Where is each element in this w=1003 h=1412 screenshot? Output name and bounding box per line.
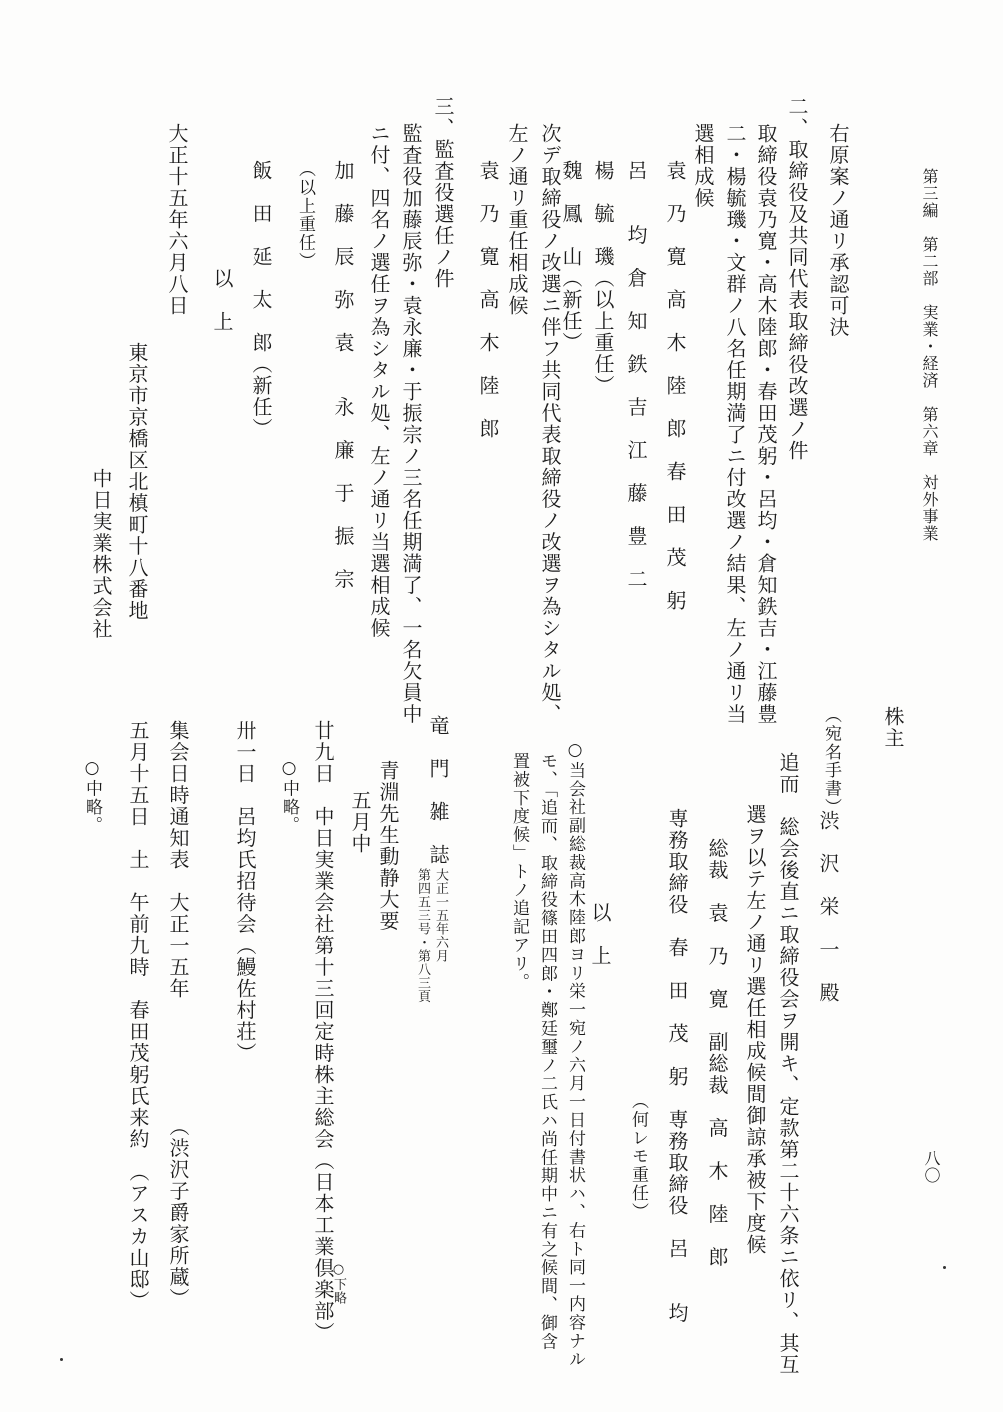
date-line: 大正十五年六月八日 — [165, 123, 189, 317]
text-line: 二・楊毓璣・文群ノ八名任期満了ニ付改選ノ結果、左ノ通リ当 — [723, 123, 747, 725]
page-number: 八〇 — [922, 1150, 941, 1184]
name-line: 総裁 袁 乃 寛 副総裁 高 木 陸 郎 — [705, 838, 729, 1268]
text-line: 監査役加藤辰弥・袁永廉・于振宗ノ三名任期満了、一名欠員中 — [399, 123, 423, 725]
editor-note: 置被下度候」トノ追記アリ。 — [509, 752, 529, 992]
name-line: 楊 毓 璣（以上重任） — [591, 160, 615, 397]
note-line: （何レモ重任） — [628, 1092, 648, 1221]
name-line: 呂 均 倉 知 鉄 吉 江 藤 豊 二 — [624, 160, 648, 590]
text-line: 取締役袁乃寛・高木陸郎・春田茂躬・呂均・倉知鉄吉・江藤豊 — [754, 123, 778, 725]
address-line: 東京市京橋区北槙町十八番地 — [125, 342, 149, 622]
source-citation: 第四五三号・第八三頁 — [415, 868, 430, 1003]
annotation: （宛名手書） — [821, 706, 841, 817]
note-line: （以上重任） — [295, 160, 315, 271]
name-line: 袁 乃 寛 高 木 陸 郎 — [476, 160, 500, 440]
omission-note: ○中略。 — [82, 758, 102, 835]
month-heading: 五月中 — [348, 790, 372, 855]
name-line: 加 藤 辰 弥 袁 永 廉 于 振 宗 — [331, 160, 355, 590]
text-line: 選ヲ以テ左ノ通リ選任相成候間御諒承被下度候 — [743, 804, 767, 1256]
diary-entry: 卅一日 呂均氏招待会（鰻佐村荘） — [233, 720, 257, 1064]
closing-line: 以 上 — [588, 902, 612, 967]
source-citation: （渋沢子爵家所蔵） — [166, 1116, 190, 1310]
name-line: 飯 田 延 太 郎（新任） — [249, 160, 273, 440]
text-line: ニ付、四名ノ選任ヲ為シタル処、左ノ通リ当選相成候 — [367, 123, 391, 639]
source-title: 集会日時通知表 大正一五年 — [166, 720, 190, 1000]
addressee-label: 株主 — [881, 706, 905, 749]
text-line: 追而 総会後直ニ取締役会ヲ開キ、定款第二十六条ニ依リ、其互 — [776, 752, 800, 1376]
editor-note: ○当会社副総裁高木陸郎ヨリ栄一宛ノ六月一日付書状ハ、右ト同一内容ナル — [565, 740, 585, 1369]
text-line: 左ノ通リ重任相成候 — [505, 123, 529, 317]
addressee-name: 渋 沢 栄 一 殿 — [816, 810, 840, 1004]
closing-line: 以 上 — [210, 268, 234, 333]
source-title: 竜 門 雑 誌 — [426, 715, 450, 866]
section-heading: 二、取締役及共同代表取締役改選ノ件 — [785, 96, 809, 462]
text-line: 右原案ノ通リ承認可決 — [826, 123, 850, 338]
text-line: 次デ取締役ノ改選ニ伴フ共同代表取締役ノ改選ヲ為シタル処、 — [538, 123, 562, 725]
company-name: 中日実業株式会社 — [89, 468, 113, 640]
diary-entry: 廿九日 中日実業会社第十三回定時株主総会（日本工業倶楽部） — [311, 720, 335, 1344]
name-line: 魏 鳳 山（新任） — [559, 160, 583, 354]
speck — [943, 1266, 946, 1269]
section-heading: 青淵先生動静大要 — [376, 760, 400, 932]
diary-entry: 五月十五日 土 午前九時 春田茂躬氏来約 （アスカ山邸） — [126, 720, 150, 1312]
editor-note: モ、「追而、取締役篠田四郎・鄭廷璽ノ二氏ハ尚任期中ニ有之候間、御含 — [537, 752, 557, 1351]
omission-note: ○下略 — [331, 1262, 346, 1305]
name-line: 専務取締役 春 田 茂 躬 専務取締役 呂 均 — [665, 808, 689, 1324]
text-line: 選相成候 — [691, 123, 715, 209]
name-line: 袁 乃 寛 高 木 陸 郎 春 田 茂 躬 — [663, 160, 687, 612]
section-heading: 三、監査役選任ノ件 — [431, 96, 455, 290]
speck — [60, 1358, 63, 1361]
omission-note: ○中略。 — [279, 758, 299, 835]
source-citation: 大正一五年六月 — [433, 868, 448, 963]
running-head: 第三編 第二部 実業・経済 第六章 対外事業 — [920, 168, 939, 542]
